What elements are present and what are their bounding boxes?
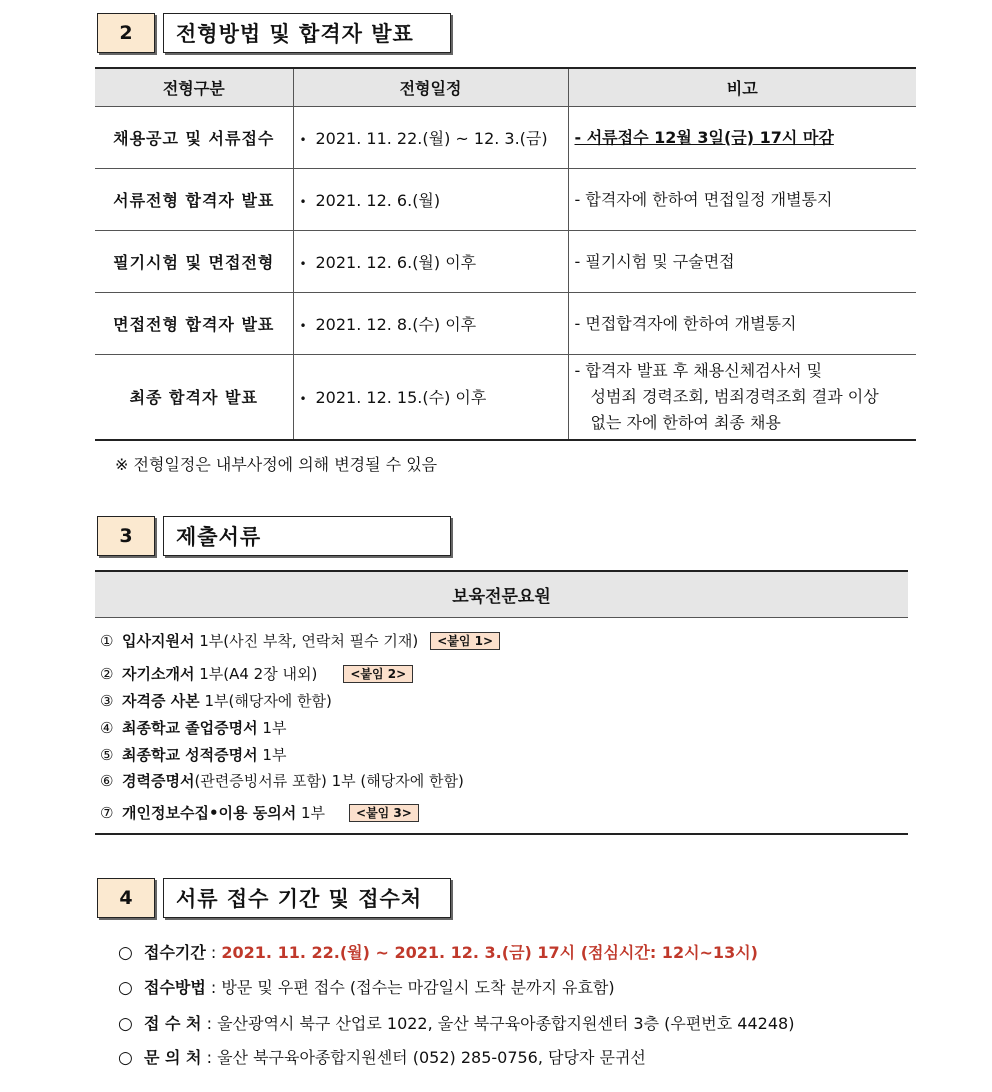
info-separator: : — [205, 978, 222, 997]
item-number: ⑤ — [100, 746, 114, 764]
item-number: ⑦ — [100, 804, 114, 822]
table-row — [95, 293, 916, 355]
date-cell — [293, 293, 568, 355]
item-number: ① — [100, 632, 114, 650]
note-cell — [568, 169, 916, 231]
info-value: 울산 북구육아종합지원센터 (052) 285-0756, 담당자 문귀선 — [217, 1048, 646, 1067]
item-name: 최종학교 성적증명서 — [122, 746, 258, 764]
stage-cell: 채용공고 및 서류접수 — [95, 107, 293, 169]
header-note: 비고 — [568, 68, 916, 107]
reception-method — [118, 975, 615, 998]
circle-bullet-icon: ○ — [118, 978, 133, 998]
reception-place — [118, 1011, 794, 1034]
header-schedule: 전형일정 — [293, 68, 568, 107]
list-item — [100, 770, 464, 791]
documents-box-header: 보육전문요원 — [95, 570, 908, 618]
date-cell — [293, 231, 568, 293]
list-item — [100, 744, 286, 765]
attachment-tag: <붙임 1> — [430, 632, 500, 650]
item-name: 최종학교 졸업증명서 — [122, 719, 258, 737]
item-detail: 1부 — [257, 746, 287, 764]
date-text: 2021. 12. 15.(수) 이후 — [315, 388, 487, 408]
table-row — [95, 231, 916, 293]
table-row — [95, 355, 916, 440]
section-3-number: 3 — [97, 516, 155, 556]
item-detail: (관련증빙서류 포함) 1부 (해당자에 한함) — [194, 772, 464, 790]
note-cell — [568, 355, 916, 440]
item-name: 자기소개서 — [122, 665, 195, 683]
section-4-number: 4 — [97, 878, 155, 918]
attachment-tag: <붙임 3> — [349, 804, 419, 822]
info-value: 2021. 11. 22.(월) ~ 2021. 12. 3.(금) 17시 (점심시간: 12시~13시) — [221, 943, 758, 962]
note-text: - 서류접수 12월 3일(금) 17시 마감 — [574, 127, 834, 147]
schedule-table — [95, 67, 916, 441]
header-stage: 전형구분 — [95, 68, 293, 107]
table-row — [95, 107, 916, 169]
section-3-title: 제출서류 — [163, 516, 451, 556]
note-cell — [568, 107, 916, 169]
bullet-icon: • — [299, 195, 307, 209]
date-text: 2021. 12. 6.(월) — [315, 191, 441, 210]
item-name: 경력증명서 — [122, 772, 195, 790]
date-text: 2021. 12. 8.(수) 이후 — [315, 315, 477, 334]
note-text: - 필기시험 및 구술면접 — [574, 251, 735, 271]
item-number: ④ — [100, 719, 114, 737]
info-label: 접 수 처 — [144, 1014, 202, 1033]
circle-bullet-icon: ○ — [118, 943, 133, 963]
date-text: 2021. 12. 6.(월) 이후 — [315, 253, 477, 272]
note-cell — [568, 293, 916, 355]
note-cell — [568, 231, 916, 293]
list-item — [100, 663, 413, 684]
item-number: ⑥ — [100, 772, 114, 790]
stage-cell: 최종 합격자 발표 — [95, 355, 293, 440]
table-row — [95, 169, 916, 231]
bullet-icon: • — [299, 133, 307, 147]
stage-cell: 서류전형 합격자 발표 — [95, 169, 293, 231]
bullet-icon: • — [299, 257, 307, 271]
info-value: 방문 및 우편 접수 (접수는 마감일시 도착 분까지 유효함) — [221, 978, 615, 997]
stage-cell: 필기시험 및 면접전형 — [95, 231, 293, 293]
date-cell — [293, 169, 568, 231]
list-item — [100, 717, 286, 738]
item-name: 개인정보수집•이용 동의서 — [122, 804, 297, 822]
date-cell — [293, 355, 568, 440]
info-separator: : — [205, 943, 222, 962]
attachment-tag: <붙임 2> — [343, 665, 413, 683]
note-text: - 합격자 발표 후 채용신체검사서 및 — [574, 360, 823, 380]
item-name: 입사지원서 — [122, 632, 195, 650]
note-text: 없는 자에 한하여 최종 채용 — [590, 412, 781, 432]
date-cell — [293, 107, 568, 169]
circle-bullet-icon: ○ — [118, 1014, 133, 1034]
item-detail: 1부(사진 부착, 연락처 필수 기재) — [194, 632, 419, 650]
note-text: 성범죄 경력조회, 범죄경력조회 결과 이상 — [590, 386, 879, 406]
schedule-footnote: ※ 전형일정은 내부사정에 의해 변경될 수 있음 — [115, 455, 438, 474]
date-text: 2021. 11. 22.(월) ~ 12. 3.(금) — [315, 129, 548, 148]
section-4-title: 서류 접수 기간 및 접수처 — [163, 878, 451, 918]
schedule-header-row — [95, 68, 916, 107]
bullet-icon: • — [299, 319, 307, 333]
item-detail: 1부(A4 2장 내외) — [194, 665, 318, 683]
item-detail: 1부 — [296, 804, 326, 822]
documents-divider — [95, 833, 908, 835]
info-label: 접수기간 — [144, 943, 206, 962]
item-number: ② — [100, 665, 114, 683]
info-value: 울산광역시 북구 산업로 1022, 울산 북구육아종합지원센터 3층 (우편번호 44248) — [217, 1014, 795, 1033]
section-2-number: 2 — [97, 13, 155, 53]
item-name: 자격증 사본 — [122, 692, 200, 710]
note-text: - 합격자에 한하여 면접일정 개별통지 — [574, 189, 833, 209]
circle-bullet-icon: ○ — [118, 1048, 133, 1068]
note-text: - 면접합격자에 한하여 개별통지 — [574, 313, 797, 333]
info-label: 문 의 처 — [144, 1048, 202, 1067]
list-item — [100, 690, 332, 711]
bullet-icon: • — [299, 392, 307, 407]
reception-period — [118, 940, 758, 963]
info-separator: : — [201, 1014, 218, 1033]
info-label: 접수방법 — [144, 978, 206, 997]
item-number: ③ — [100, 692, 114, 710]
info-separator: : — [201, 1048, 218, 1067]
list-item — [100, 630, 500, 651]
item-detail: 1부(해당자에 한함) — [199, 692, 332, 710]
item-detail: 1부 — [257, 719, 287, 737]
list-item — [100, 802, 419, 823]
contact-info — [118, 1045, 646, 1068]
stage-cell: 면접전형 합격자 발표 — [95, 293, 293, 355]
section-2-title: 전형방법 및 합격자 발표 — [163, 13, 451, 53]
